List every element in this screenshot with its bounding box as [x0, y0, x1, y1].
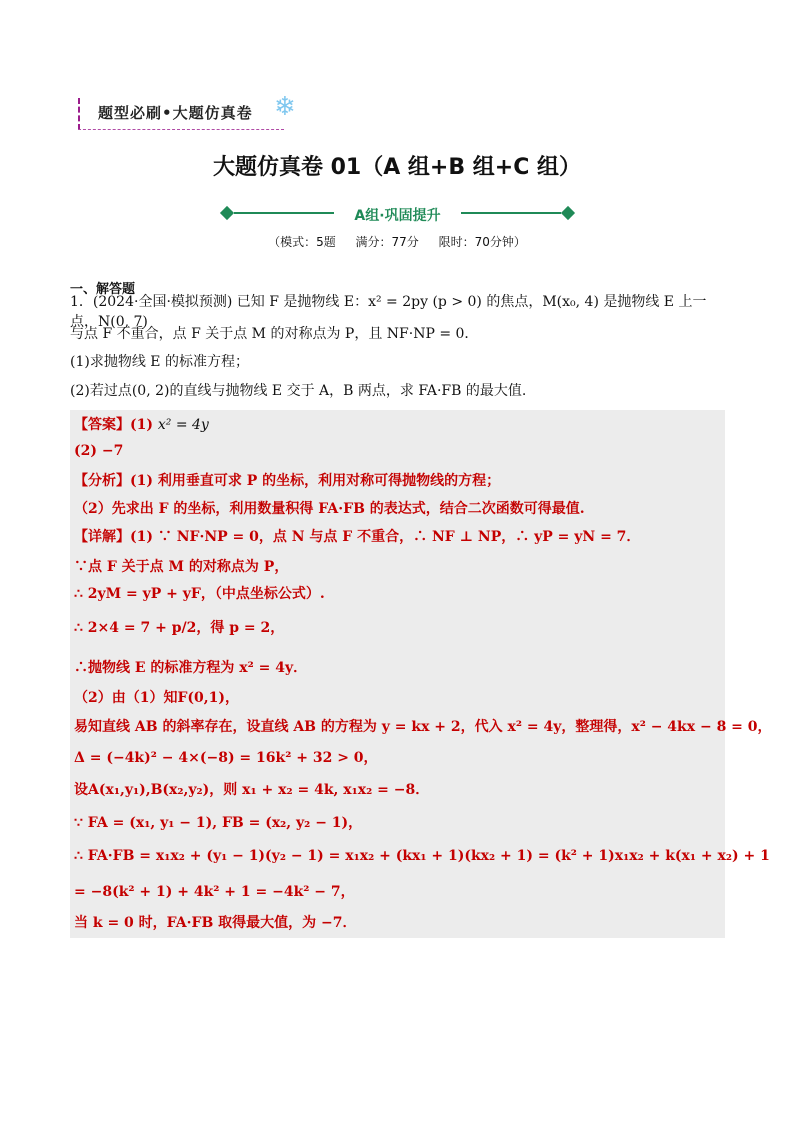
detail-line: ∴ 2yM = yP + yF，（中点坐标公式）.	[74, 586, 325, 602]
answer-line: (2) −7	[74, 443, 124, 459]
detail-line: ∴ FA·FB = x₁x₂ + (y₁ − 1)(y₂ − 1) = x₁x₂ + (kx₁ + 1)(kx₂ + 1) = (k² + 1)x₁x₂ + k(x₁ + x₂) + 1	[74, 848, 770, 864]
detail-line: 当 k = 0 时，FA·FB 取得最大值，为 −7．	[74, 915, 357, 931]
brand-underline	[78, 129, 284, 130]
question-sub-1: (1)求抛物线 E 的标准方程；	[70, 354, 249, 370]
brand-text: 题型必刷•大题仿真卷	[98, 104, 253, 122]
brand-divider	[78, 98, 80, 130]
detail-line: ∵ FA = (x₁, y₁ − 1), FB = (x₂, y₂ − 1)，	[74, 815, 363, 831]
detail-line: ∴抛物线 E 的标准方程为 x² = 4y．	[74, 660, 308, 676]
question-line-1: 1．(2024·全国·模拟预测) 已知 F 是抛物线 E：x² = 2py (p > 0) 的焦点，M(x₀, 4) 是抛物线 E 上一点，N(0, 7)	[70, 294, 707, 330]
analysis-line: （2）先求出 F 的坐标，利用数量积得 FA·FB 的表达式，结合二次函数可得最值.	[74, 501, 585, 517]
analysis-line: 【分析】(1) 利用垂直可求 P 的坐标，利用对称可得抛物线的方程；	[74, 473, 501, 489]
answer-label: 【答案】(1)	[74, 417, 153, 433]
detail-line: 【详解】(1) ∵ NF·NP = 0，点 N 与点 F 不重合，∴ NF ⊥ NP，∴ yP = yN = 7．	[74, 529, 641, 545]
page-title: 大题仿真卷 01（A 组+B 组+C 组）	[212, 155, 582, 180]
detail-line: Δ = (−4k)² − 4×(−8) = 16k² + 32 > 0，	[74, 750, 378, 766]
detail-line: 易知直线 AB 的斜率存在，设直线 AB 的方程为 y = kx + 2，代入 x² = 4y，整理得，x² − 4kx − 8 = 0，	[74, 719, 772, 735]
detail-line: ∵点 F 关于点 M 的对称点为 P，	[74, 559, 289, 575]
meta-mode: （模式：5题	[268, 235, 336, 249]
exam-meta	[0, 233, 794, 250]
detail-line: ∴ 2×4 = 7 + p/2，得 p = 2，	[74, 620, 285, 636]
group-banner	[220, 205, 575, 225]
detail-line: = −8(k² + 1) + 4k² + 1 = −4k² − 7，	[74, 884, 355, 900]
question-sub-2: (2)若过点(0, 2)的直线与抛物线 E 交于 A，B 两点，求 FA·FB 的最大值.	[70, 383, 527, 399]
brand-header	[78, 92, 308, 132]
answer-line	[74, 414, 209, 434]
detail-line: （2）由（1）知F(0,1)，	[74, 690, 240, 706]
section-title: 一、解答题	[70, 282, 136, 297]
snowflake-icon: ❄	[274, 92, 296, 122]
answer-math: x² = 4y	[157, 417, 209, 433]
detail-line: 设A(x₁,y₁),B(x₂,y₂)，则 x₁ + x₂ = 4k, x₁x₂ = −8．	[74, 782, 430, 798]
meta-score: 满分：77分	[355, 235, 419, 249]
question-line-2: 与点 F 不重合，点 F 关于点 M 的对称点为 P，且 NF·NP = 0．	[70, 326, 479, 342]
group-label: A组·巩固提升	[346, 208, 448, 224]
meta-time: 限时：70分钟）	[438, 235, 526, 249]
